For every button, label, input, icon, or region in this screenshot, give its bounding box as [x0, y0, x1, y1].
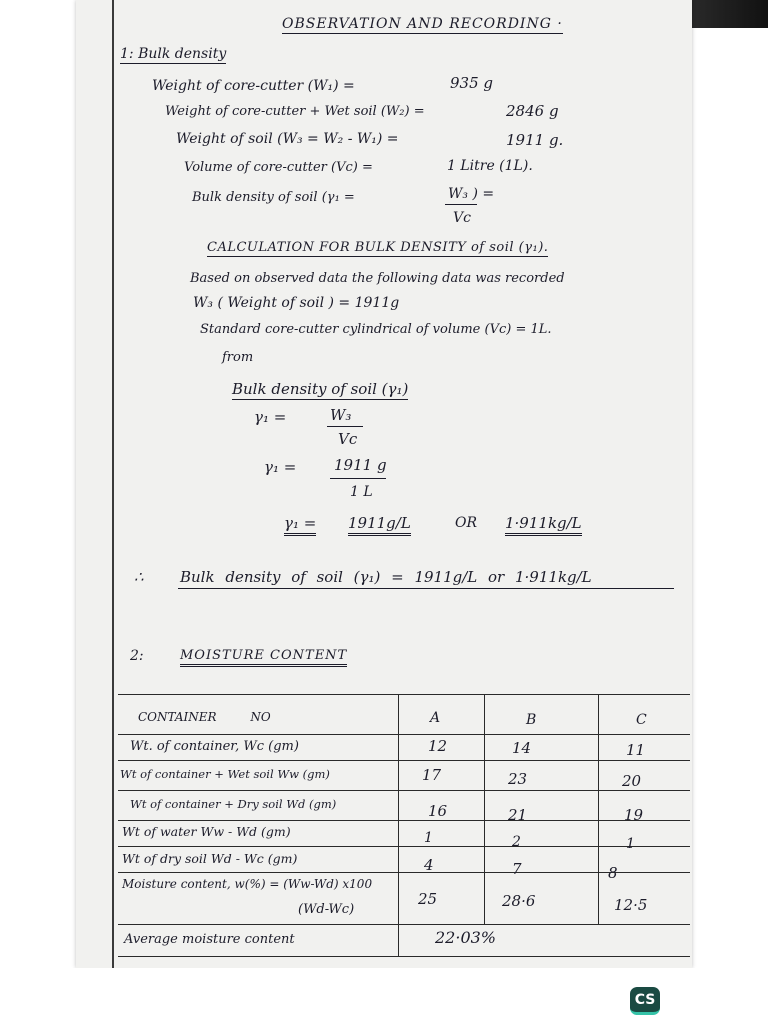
table-row-label: Wt of container + Wet soil Ww (gm) [120, 767, 330, 781]
table-rule [118, 956, 690, 957]
obs-value: 2846 g [506, 102, 559, 120]
section-heading-moisture-content: MOISTURE CONTENT [180, 648, 347, 667]
obs-label: Weight of soil (W₃ = W₂ - W₁) = [176, 131, 399, 147]
table-cell: 19 [624, 806, 644, 824]
formula-denominator: Vc [453, 210, 471, 226]
table-col-rule [484, 694, 485, 924]
table-rule [118, 734, 690, 735]
conclusion: Bulk density of soil (γ₁) = 1911g/L or 1·911kg/L [180, 568, 592, 586]
table-header-c: C [636, 712, 647, 728]
table-col-rule [398, 694, 399, 956]
obs-label: Weight of core-cutter (W₁) = [152, 78, 355, 94]
table-header-a: A [430, 710, 441, 726]
table-cell: 14 [512, 739, 532, 757]
table-cell: 7 [512, 860, 522, 878]
table-rule [118, 820, 690, 821]
margin-rule [112, 0, 114, 968]
camscanner-logo: CS [630, 987, 660, 1015]
table-rule [118, 694, 690, 695]
table-cell: 21 [508, 806, 528, 824]
table-cell: 8 [608, 864, 618, 882]
table-header-b: B [526, 712, 537, 728]
obs-value: 1 Litre (1L). [447, 158, 533, 174]
fraction-line [445, 204, 477, 205]
table-rule [118, 846, 690, 847]
eq1-numerator: W₃ [330, 406, 352, 424]
table-cell: 23 [508, 770, 528, 788]
eq2-lhs: γ₁ = [264, 458, 297, 476]
table-cell: 2 [512, 834, 521, 850]
calc-line: W₃ ( Weight of soil ) = 1911g [193, 295, 400, 311]
eq2-numerator: 1911 g [334, 456, 387, 474]
table-rule [118, 790, 690, 791]
table-cell: 17 [422, 766, 442, 784]
eq1-denominator: Vc [338, 430, 358, 448]
obs-value: W₃ ) = [448, 186, 495, 202]
calc-line: Based on observed data the following data was recorded [190, 271, 565, 286]
table-cell: 16 [428, 802, 448, 820]
eq2-denominator: 1 L [350, 484, 373, 500]
table-cell: 4 [424, 856, 434, 874]
table-cell: 1 [424, 830, 433, 846]
table-header-container: CONTAINER NO [138, 710, 271, 724]
fraction-line [327, 426, 363, 427]
table-row-label: Wt of container + Dry soil Wd (gm) [130, 797, 337, 811]
bulk-density-label: Bulk density of soil (γ₁) [232, 380, 409, 398]
eq1-lhs: γ₁ = [254, 408, 287, 426]
table-col-rule [598, 694, 599, 924]
table-cell: 1 [626, 836, 635, 852]
table-cell: 12·5 [614, 896, 648, 914]
section-heading-bulk-density: 1: Bulk density [120, 46, 227, 62]
eq3-lhs: γ₁ = [284, 514, 316, 536]
table-row-label: Wt of dry soil Wd - Wc (gm) [122, 851, 298, 866]
obs-label: Weight of core-cutter + Wet soil (W₂) = [165, 104, 425, 119]
table-row-label: Moisture content, w(%) = (Ww-Wd) x100 [122, 877, 373, 891]
obs-label: Bulk density of soil (γ₁ = [192, 190, 355, 205]
calc-line: Standard core-cutter cylindrical of volume (Vc) = 1L. [200, 322, 552, 337]
calc-line: from [222, 350, 254, 365]
table-rule [118, 924, 690, 925]
average-value: 22·03% [435, 928, 497, 947]
table-cell: 12 [428, 737, 448, 755]
eq3-value-kgl: 1·911kg/L [505, 514, 582, 536]
eq3-value-gl: 1911g/L [348, 514, 411, 536]
table-row-label-denominator: (Wd-Wc) [298, 902, 355, 917]
section-number: 2: [130, 648, 144, 664]
obs-label: Volume of core-cutter (Vc) = [184, 160, 373, 175]
eq3-or: OR [455, 515, 478, 531]
table-cell: 28·6 [502, 892, 536, 910]
table-cell: 25 [418, 890, 438, 908]
table-cell: 20 [622, 772, 642, 790]
conclusion-therefore: ∴ [134, 568, 144, 586]
fraction-line [330, 478, 386, 479]
average-label: Average moisture content [124, 932, 295, 947]
table-row-label: Wt. of container, Wc (gm) [130, 739, 299, 754]
table-row-label: Wt of water Ww - Wd (gm) [122, 824, 291, 839]
conclusion-underline [178, 588, 674, 589]
obs-value: 1911 g. [506, 131, 564, 149]
table-rule [118, 760, 690, 761]
table-rule [118, 872, 690, 873]
table-cell: 11 [626, 741, 646, 759]
page-title: OBSERVATION AND RECORDING · [282, 16, 563, 32]
obs-value: 935 g [450, 74, 494, 92]
calc-heading: CALCULATION FOR BULK DENSITY of soil (γ₁). [207, 240, 549, 255]
